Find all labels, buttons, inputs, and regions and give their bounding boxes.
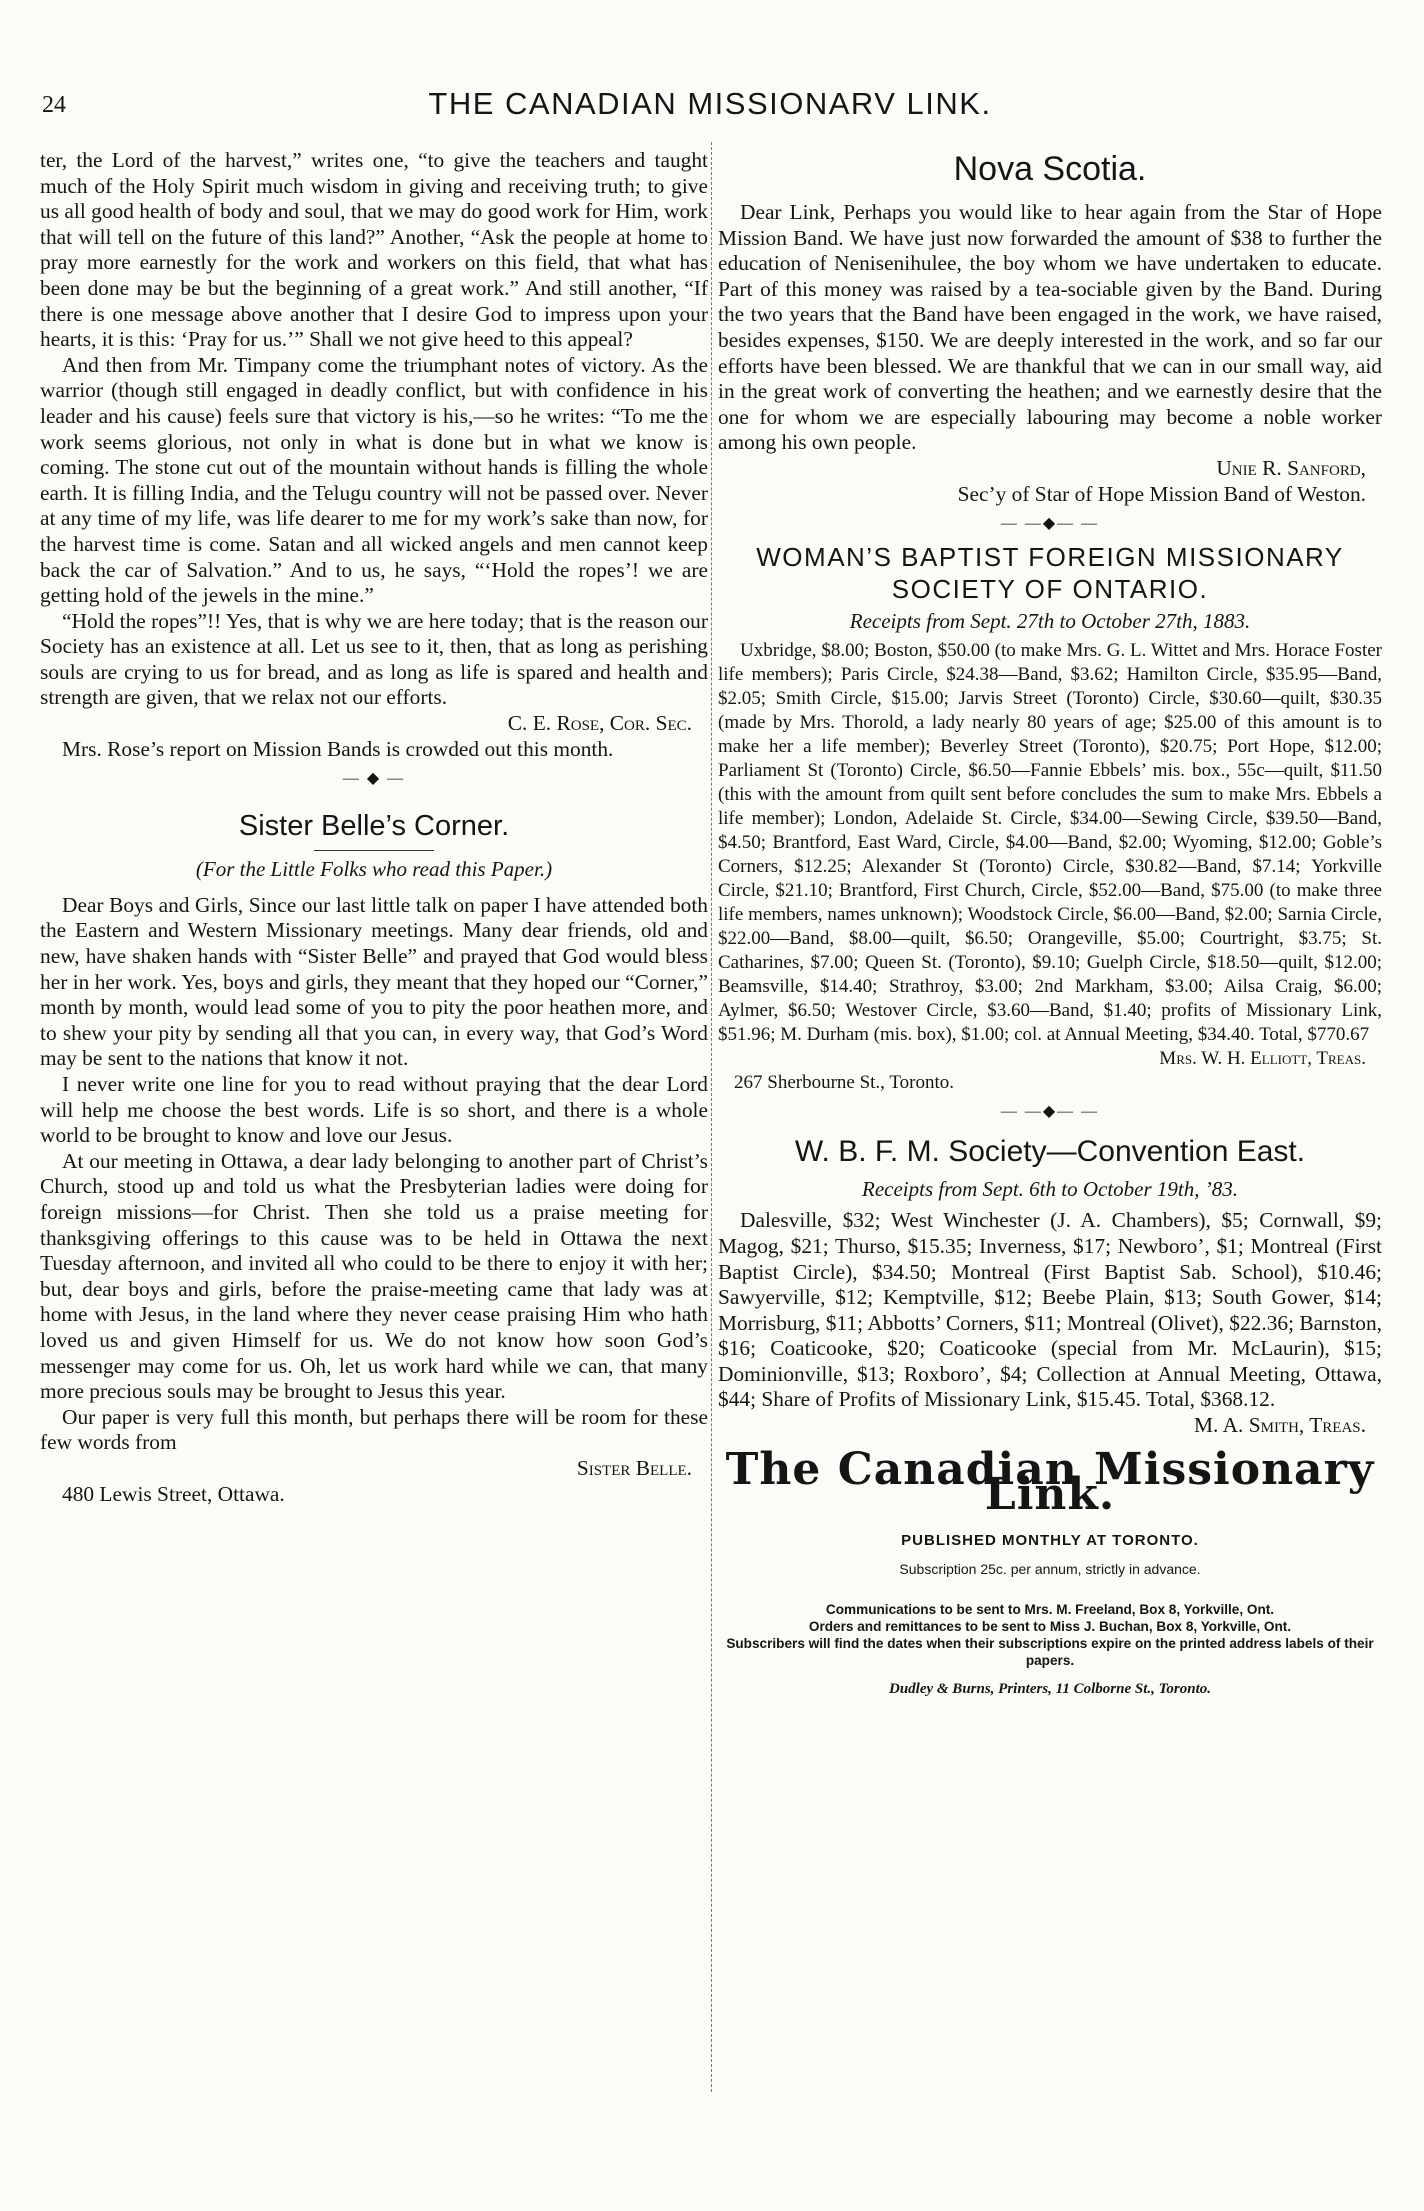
subscription-note: Subscription 25c. per annum, strictly in advance. (899, 1561, 1201, 1578)
section-divider: — —◆— — (1000, 1102, 1100, 1120)
column-divider (711, 142, 712, 2092)
convention-east-heading: W. B. F. M. Society—Convention East. (794, 1134, 1306, 1168)
east-receipts-subheading: Receipts from Sept. 6th to October 19th, ’83. (862, 1176, 1238, 1201)
subscribers-note: Subscribers will find the dates when their subscriptions expire on the printed address labels of their papers. (726, 1636, 1374, 1669)
section-divider: — ◆ — (342, 770, 406, 788)
belle-paragraph-1: Dear Boys and Girls, Since our last little talk on paper I have attended both the Eastern and Western Missionary meetings. Many dear friends, old and new, have shaken hands with “Sister Belle” and prayed that God would bless her in her work. Yes, boys and girls, they meant that they hoped our “Corner,” month by month, would lead some of you to pity the poor heathen more, and to shew your pity by sending all that you can, in every way, that God’s Word may be sent to the nations that know it not. (40, 892, 708, 1071)
mission-bands-note: Mrs. Rose’s report on Mission Bands is crowded out this month. (62, 736, 614, 761)
belle-paragraph-4: Our paper is very full this month, but perhaps there will be room for these few words from (40, 1404, 708, 1455)
sister-belle-subheading: (For the Little Folks who read this Paper.) (195, 857, 553, 882)
signature-elliott: Mrs. W. H. Elliott, Treas. (1159, 1047, 1366, 1069)
signature-sanford-role: Sec’y of Star of Hope Mission Band of Weston. (957, 481, 1366, 506)
timpany-paragraph: And then from Mr. Timpany come the triumphant notes of victory. As the warrior (though still engaged in deadly conflict, but with confidence in his leader and his cause) feels sure that victory is his,—so he writes: “To me the work seems glorious, not only in what is done but in what we know is coming. The stone cut out of the mountain without hands is filling the whole earth. It is filling India, and the Telugu country will not be passed over. Never at any time of my life, was life dearer to me for my work’s sake than now, for the harvest time is come. Satan and all wicked angels and men cannot keep back the car of Salvation.” And to us, he says, “‘Hold the ropes’! we are getting hold of the jewels in the mine.” (40, 352, 708, 608)
address-belle: 480 Lewis Street, Ottawa. (62, 1481, 285, 1506)
belle-paragraph-2: I never write one line for you to read without praying that the dear Lord will help me choose the best words. Life is so short, and there is a whole world to be brought to know and love our Jesus. (40, 1072, 708, 1148)
signature-smith: M. A. Smith, Treas. (1194, 1413, 1366, 1438)
page-number: 24 (42, 92, 66, 118)
communications-note: Communications to be sent to Mrs. M. Freeland, Box 8, Yorkville, Ont. (825, 1602, 1275, 1618)
harvest-paragraph: ter, the Lord of the harvest,” writes one, “to give the teachers and taught much of the Holy Spirit much wisdom in giving and receiving truth; to give us all good health of body and soul, that we may do good work for Him, work that will tell on the future of this land?” Another, “Ask the people at home to pray more earnestly for the work and workers on this field, that what has been done may be but the beginning of a great work.” And still another, “If there is one message above another that I desire God to impress upon your hearts, it is this: ‘Pray for us.’” Shall we not give heed to this appeal? (40, 148, 708, 352)
ontario-receipts-list: Uxbridge, $8.00; Boston, $50.00 (to make Mrs. G. L. Wittet and Mrs. Horace Foster life members); Paris Circle, $24.38—Band, $3.62; Hamilton Circle, $35.95—Band, $2.05; Smith Circle, $15.00; Jarvis Street (Toronto) Circle, $30.60—quilt, $30.35 (made by Mrs. Thorold, a lady nearly 80 years of age; $25.00 of this amount is to make her a life member); Beverley Street (Toronto), $20.75; Port Hope, $12.00; Parliament St (Toronto) Circle, $6.50—Fannie Ebbels’ mis. box., 55c—quilt, $11.50 (this with the amount from quilt sent before concludes the sum to make Mrs. Ebbels a life member); London, Adelaide St. Circle, $34.00—Sewing Circle, $39.50—Band, $4.50; Brantford, East Ward, Circle, $4.00—Band, $2.00; Wyoming, $12.00; Goble’s Corners, $12.25; Alexander St (Toronto) Circle, $30.82—Band, $7.14; Yorkville Circle, $21.10; Brantford, First Church, Circle, $52.00—Band, $75.00 (to make three life members, names unknown); Woodstock Circle, $6.00—Band, $2.00; Sarnia Circle, $22.00—Band, $8.00—quilt, $6.50; Orangeville, $5.00; Courtright, $3.75; St. Catharines, $7.00; Queen St. (Toronto), $9.10; Guelph Circle, $18.50—quilt, $12.00; Beamsville, $14.40; Strathroy, $3.00; 2nd Markham, $3.00; Ailsa Craig, $6.00; Aylmer, $6.50; Westover Circle, $3.60—Band, $1.40; profits of Missionary Link, $51.96; M. Durham (mis. box), $1.00; col. at Annual Meeting, $34.40. Total, $770.67 (718, 639, 1382, 1045)
masthead: The Canadian Missionary Link. (725, 1443, 1375, 1521)
printers-imprint: Dudley & Burns, Printers, 11 Colborne St., Toronto. (888, 1681, 1212, 1698)
address-elliott: 267 Sherbourne St., Toronto. (734, 1071, 954, 1093)
nova-scotia-heading: Nova Scotia. (953, 150, 1147, 188)
running-title: THE CANADIAN MISSIONARV LINK. (428, 86, 992, 121)
left-column (40, 148, 708, 1507)
nova-scotia-letter: Dear Link, Perhaps you would like to hear again from the Star of Hope Mission Band. We have just now forwarded the amount of $38 to further the education of Nenisenihulee, the boy whom we have undertaken to educate. Part of this money was raised by a tea-sociable given by the Band. During the two years that the Band have been engaged in the work, we have raised, besides expenses, $150. We are deeply interested in the work, and so far our efforts have been blessed. We are thankful that we can in our small way, aid in the great work of converting the heathen; and we earnestly desire that the one for whom we are especially labouring may become a noble worker among his own people. (718, 200, 1382, 455)
hold-ropes-paragraph: “Hold the ropes”!! Yes, that is why we are here today; that is the reason our Society has an existence at all. Let us see to it, then, that as long as perishing souls are crying to us for bread, and as long as life is spared and health and strength are given, that we relax not our efforts. (40, 608, 708, 710)
east-receipts-list: Dalesville, $32; West Winchester (J. A. Chambers), $5; Cornwall, $9; Magog, $21; Thurso, $15.35; Inverness, $17; Newboro’, $1; Montreal (First Baptist Circle), $34.50; Montreal (First Baptist Sab. School), $10.46; Sawyerville, $12; Kemptville, $12; Beebe Plain, $13; South Gower, $14; Morrisburg, $11; Abbotts’ Corners, $11; Montreal (Olivet), $22.36; Barnston, $16; Coaticooke, $20; Coaticooke (special from Mr. McLaurin), $15; Dominionville, $13; Roxboro’, $4; Collection at Annual Meeting, Ottawa, $44; Share of Profits of Missionary Link, $15.45. Total, $368.12. (718, 1208, 1382, 1412)
heading-rule (314, 850, 434, 851)
published-monthly: PUBLISHED MONTHLY AT TORONTO. (901, 1531, 1199, 1549)
signature-rose: C. E. Rose, Cor. Sec. (507, 711, 692, 736)
page-header (40, 86, 1380, 126)
section-divider: — —◆— — (1000, 515, 1100, 533)
belle-paragraph-3: At our meeting in Ottawa, a dear lady belonging to another part of Christ’s Church, stood up and told us what the Presbyterian ladies were doing for foreign missions—for Christ. Then she told us a praise meeting for thanksgiving offerings to this cause was to be held in Ottawa the next Tuesday afternoon, and invited all who could to be there to enjoy it with her; but, dear boys and girls, before the praise-meeting came that lady was at home with Jesus, in the land where they never cease praising Him who hath loved us and given Himself for us. We do not know how soon God’s messenger may come for us. Oh, let us work hard while we can, that many more precious souls may be brought to Jesus this year. (40, 1148, 708, 1404)
ontario-receipts-subheading: Receipts from Sept. 27th to October 27th, 1883. (849, 609, 1251, 634)
right-column (718, 148, 1382, 1703)
orders-note: Orders and remittances to be sent to Miss J. Buchan, Box 8, Yorkville, Ont. (808, 1619, 1292, 1635)
wbfm-ontario-heading: WOMAN’S BAPTIST FOREIGN MISSIONARY SOCIETY OF ONTARIO. (756, 542, 1344, 605)
signature-sanford: Unie R. Sanford, (1216, 455, 1366, 480)
signature-belle: Sister Belle. (576, 1455, 692, 1480)
sister-belle-heading: Sister Belle’s Corner. (238, 810, 510, 843)
